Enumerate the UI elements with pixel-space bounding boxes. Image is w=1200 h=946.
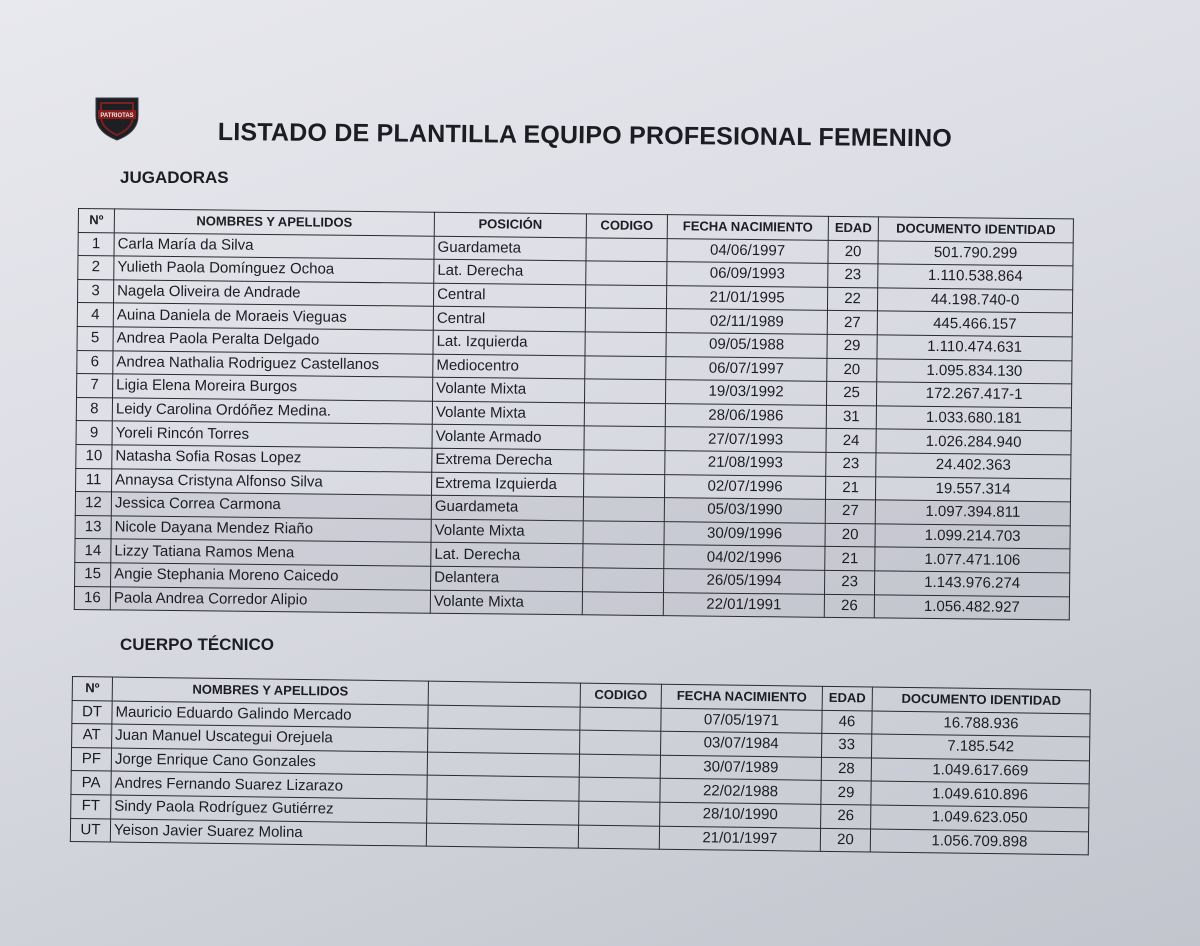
cell-num: DT — [72, 700, 112, 724]
cell-birth: 30/07/1989 — [660, 755, 821, 781]
cell-num: PA — [71, 771, 111, 795]
cell-num: PF — [71, 747, 111, 771]
cell-name: Nicole Dayana Mendez Riaño — [111, 516, 431, 543]
cell-num: 16 — [74, 586, 110, 610]
cell-age: 21 — [825, 476, 875, 500]
cell-name: Yeison Javier Suarez Molina — [110, 819, 426, 847]
cell-code — [583, 521, 664, 545]
cell-age: 20 — [825, 523, 875, 547]
cell-doc: 1.110.538.864 — [878, 264, 1073, 290]
cell-doc: 1.095.834.130 — [877, 358, 1072, 384]
cell-doc: 24.402.363 — [876, 453, 1071, 479]
cell-num: 10 — [76, 444, 112, 468]
cell-num: FT — [71, 794, 111, 818]
cell-position: Extrema Derecha — [432, 448, 584, 473]
cell-name: Yoreli Rincón Torres — [112, 421, 432, 448]
cell-num: 6 — [77, 350, 113, 374]
staff-section-heading: CUERPO TÉCNICO — [120, 635, 274, 654]
svg-text:PATRIOTAS: PATRIOTAS — [100, 113, 134, 119]
cell-doc: 44.198.740-0 — [877, 288, 1072, 314]
cell-code — [578, 825, 659, 850]
cell-name: Andrea Paola Peralta Delgado — [113, 327, 433, 354]
cell-birth: 04/06/1997 — [667, 238, 828, 263]
cell-num: 5 — [77, 326, 113, 350]
cell-age: 20 — [820, 828, 870, 852]
cell-doc: 1.056.482.927 — [874, 594, 1069, 620]
cell-doc: 501.790.299 — [878, 240, 1073, 266]
cell-code — [583, 497, 664, 521]
cell-doc: 1.033.680.181 — [876, 406, 1071, 432]
cell-birth: 21/08/1993 — [665, 451, 826, 476]
cell-doc: 172.267.417-1 — [876, 382, 1071, 408]
cell-position: Guardameta — [434, 236, 586, 261]
cell-code — [584, 379, 665, 403]
cell-position: Volante Mixta — [432, 377, 584, 402]
cell-position: Guardameta — [431, 495, 583, 520]
cell-name: Leidy Carolina Ordóñez Medina. — [112, 398, 432, 425]
cell-age: 21 — [825, 547, 875, 571]
cell-position: Central — [433, 283, 585, 308]
cell-birth: 03/07/1984 — [661, 731, 822, 757]
cell-name: Juan Manuel Uscategui Orejuela — [112, 724, 428, 752]
cell-code — [579, 778, 660, 803]
cell-age: 31 — [826, 405, 876, 429]
cell-num: AT — [72, 724, 112, 748]
cell-birth: 22/02/1988 — [660, 779, 821, 805]
cell-num: 1 — [78, 232, 114, 256]
cell-role — [428, 728, 580, 754]
cell-code — [584, 473, 665, 497]
cell-birth: 19/03/1992 — [665, 380, 826, 405]
cell-position: Central — [433, 307, 585, 332]
document-title: LISTADO DE PLANTILLA EQUIPO PROFESIONAL FEMENINO — [217, 118, 953, 153]
cell-code — [586, 261, 667, 285]
cell-age: 25 — [826, 382, 876, 406]
players-table — [74, 208, 1074, 621]
cell-birth: 22/01/1991 — [663, 592, 824, 617]
cell-num: UT — [70, 818, 110, 842]
cell-code — [580, 707, 661, 732]
cell-num: 3 — [78, 279, 114, 303]
col-header-name: NOMBRES Y APELLIDOS — [114, 209, 434, 236]
cell-position: Volante Mixta — [430, 590, 582, 615]
cell-age: 27 — [827, 311, 877, 335]
cell-code — [579, 754, 660, 779]
cell-birth: 21/01/1995 — [666, 285, 827, 310]
players-section-heading: JUGADORAS — [120, 168, 229, 187]
cell-code — [585, 285, 666, 309]
cell-num: 13 — [75, 515, 111, 539]
cell-num: 15 — [75, 562, 111, 586]
cell-birth: 28/10/1990 — [660, 802, 821, 828]
cell-doc: 445.466.157 — [877, 311, 1072, 337]
cell-code — [584, 426, 665, 450]
cell-birth: 26/05/1994 — [664, 569, 825, 594]
cell-name: Natasha Sofia Rosas Lopez — [112, 445, 432, 472]
col-header-name: NOMBRES Y APELLIDOS — [112, 677, 428, 705]
cell-name: Ligia Elena Moreira Burgos — [113, 374, 433, 401]
cell-birth: 27/07/1993 — [665, 427, 826, 452]
cell-name: Andrea Nathalia Rodriguez Castellanos — [113, 350, 433, 377]
cell-birth: 02/07/1996 — [664, 474, 825, 499]
cell-role — [426, 823, 578, 849]
cell-doc: 1.099.214.703 — [875, 524, 1070, 550]
cell-code — [584, 403, 665, 427]
cell-age: 20 — [828, 240, 878, 264]
cell-doc: 1.049.623.050 — [871, 805, 1089, 831]
cell-age: 23 — [825, 570, 875, 594]
col-header-age: EDAD — [828, 216, 878, 240]
col-header-doc: DOCUMENTO IDENTIDAD — [878, 217, 1073, 243]
cell-code — [580, 730, 661, 755]
cell-age: 22 — [827, 287, 877, 311]
cell-name: Yulieth Paola Domínguez Ochoa — [114, 256, 434, 283]
cell-name: Carla María da Silva — [114, 232, 434, 259]
col-header-num: Nº — [72, 677, 112, 701]
cell-position: Extrema Izquierda — [432, 472, 584, 497]
cell-birth: 28/06/1986 — [665, 403, 826, 428]
cell-num: 14 — [75, 539, 111, 563]
cell-age: 28 — [821, 757, 871, 781]
cell-birth: 07/05/1971 — [661, 708, 822, 734]
cell-name: Lizzy Tatiana Ramos Mena — [111, 539, 431, 566]
cell-code — [583, 544, 664, 568]
cell-code — [582, 591, 663, 615]
col-header-num: Nº — [78, 209, 114, 233]
cell-birth: 06/09/1993 — [667, 262, 828, 287]
cell-code — [583, 568, 664, 592]
col-header-code: CODIGO — [580, 683, 661, 708]
cell-position: Lat. Izquierda — [433, 330, 585, 355]
cell-position: Volante Mixta — [432, 401, 584, 426]
cell-code — [584, 450, 665, 474]
cell-role — [427, 799, 579, 825]
cell-code — [585, 308, 666, 332]
club-crest-logo — [92, 92, 142, 142]
cell-doc: 1.110.474.631 — [877, 335, 1072, 361]
cell-position: Volante Mixta — [431, 519, 583, 544]
cell-doc: 7.185.542 — [871, 734, 1089, 760]
cell-birth: 04/02/1996 — [664, 545, 825, 570]
cell-name: Annaysa Cristyna Alfonso Silva — [112, 468, 432, 495]
col-header-doc: DOCUMENTO IDENTIDAD — [872, 687, 1090, 713]
cell-doc: 1.026.284.940 — [876, 429, 1071, 455]
cell-doc: 1.049.617.669 — [871, 758, 1089, 784]
cell-num: 12 — [75, 492, 111, 516]
cell-name: Mauricio Eduardo Galindo Mercado — [112, 701, 428, 729]
col-header-age: EDAD — [822, 686, 872, 710]
cell-birth: 30/09/1996 — [664, 521, 825, 546]
cell-role — [427, 776, 579, 802]
cell-position: Lat. Derecha — [431, 543, 583, 568]
col-header-code: CODIGO — [586, 214, 667, 238]
cell-doc: 1.097.394.811 — [875, 500, 1070, 526]
cell-doc: 1.143.976.274 — [874, 571, 1069, 597]
cell-role — [427, 752, 579, 778]
cell-age: 26 — [824, 594, 874, 618]
cell-num: 9 — [76, 421, 112, 445]
cell-position: Delantera — [431, 566, 583, 591]
cell-name: Jorge Enrique Cano Gonzales — [111, 748, 427, 776]
cell-code — [585, 332, 666, 356]
cell-position: Volante Armado — [432, 425, 584, 450]
col-header-birth: FECHA NACIMIENTO — [661, 684, 822, 710]
staff-table — [70, 676, 1091, 855]
col-header-position: POSICIÓN — [434, 212, 586, 237]
cell-age: 24 — [826, 429, 876, 453]
cell-birth: 05/03/1990 — [664, 498, 825, 523]
cell-position: Lat. Derecha — [434, 259, 586, 284]
col-header-birth: FECHA NACIMIENTO — [667, 215, 828, 240]
cell-doc: 19.557.314 — [875, 476, 1070, 502]
cell-doc: 1.056.709.898 — [870, 829, 1088, 855]
cell-code — [579, 801, 660, 826]
cell-age: 29 — [827, 334, 877, 358]
cell-name: Sindy Paola Rodríguez Gutiérrez — [111, 795, 427, 823]
cell-num: 2 — [78, 256, 114, 280]
cell-age: 29 — [821, 781, 871, 805]
cell-age: 46 — [822, 710, 872, 734]
cell-age: 33 — [822, 734, 872, 758]
cell-age: 20 — [827, 358, 877, 382]
cell-code — [586, 237, 667, 261]
cell-doc: 1.049.610.896 — [871, 781, 1089, 807]
cell-num: 7 — [77, 374, 113, 398]
cell-birth: 09/05/1988 — [666, 333, 827, 358]
cell-doc: 16.788.936 — [872, 711, 1090, 737]
cell-num: 11 — [76, 468, 112, 492]
cell-num: 4 — [77, 303, 113, 327]
cell-birth: 21/01/1997 — [659, 826, 820, 852]
cell-position: Mediocentro — [433, 354, 585, 379]
cell-name: Jessica Correa Carmona — [111, 492, 431, 519]
col-header-role — [428, 681, 580, 707]
cell-name: Paola Andrea Corredor Alipio — [110, 586, 430, 613]
cell-age: 23 — [828, 264, 878, 288]
cell-birth: 06/07/1997 — [666, 356, 827, 381]
cell-name: Auina Daniela de Moraeis Vieguas — [113, 303, 433, 330]
cell-code — [585, 355, 666, 379]
cell-role — [428, 705, 580, 731]
cell-name: Andres Fernando Suarez Lizarazo — [111, 771, 427, 799]
cell-birth: 02/11/1989 — [666, 309, 827, 334]
cell-name: Angie Stephania Moreno Caicedo — [111, 563, 431, 590]
cell-num: 8 — [76, 397, 112, 421]
cell-age: 23 — [826, 452, 876, 476]
cell-doc: 1.077.471.106 — [875, 547, 1070, 573]
cell-name: Nagela Oliveira de Andrade — [114, 280, 434, 307]
cell-age: 27 — [825, 499, 875, 523]
cell-age: 26 — [821, 804, 871, 828]
